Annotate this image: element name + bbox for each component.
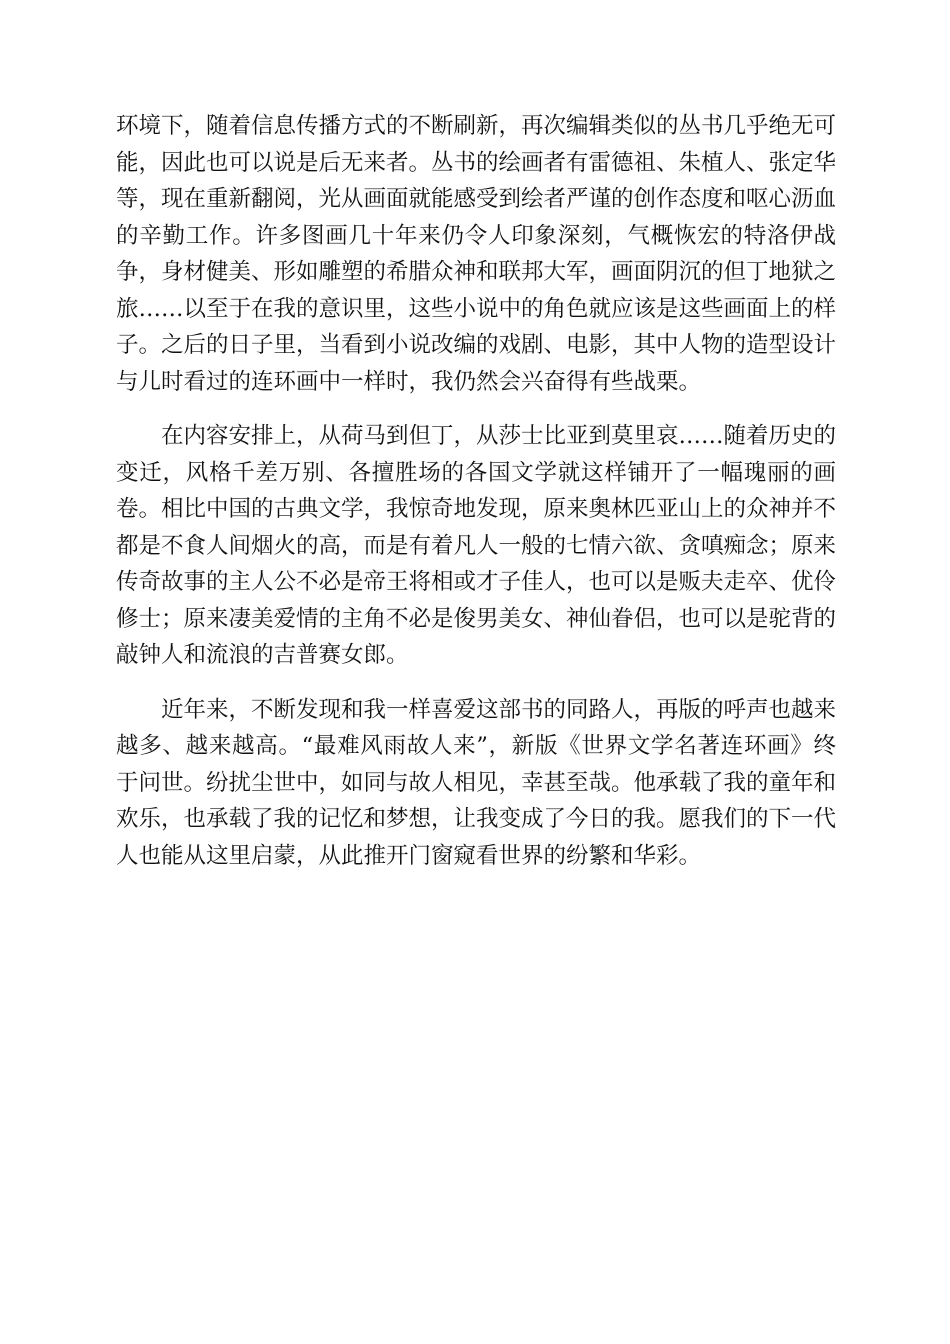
text-line: 环境下，随着信息传播方式的不断刷新，再次编辑类似的丛书几乎绝无可 — [116, 113, 837, 139]
text-line: 敲钟人和流浪的吉普赛女郎。 — [116, 642, 409, 668]
text-line: 与儿时看过的连环画中一样时，我仍然会兴奋得有些战栗。 — [116, 368, 702, 395]
text-line: 旅……以至于在我的意识里，这些小说中的角色就应该是这些画面上的样 — [116, 295, 837, 322]
paragraph-1 — [116, 108, 836, 400]
text-line: 等，现在重新翻阅，光从画面就能感受到绘者严谨的创作态度和呕心沥血 — [116, 186, 837, 212]
text-line: 欢乐，也承载了我的记忆和梦想，让我变成了今日的我。愿我们的下一代 — [116, 806, 837, 832]
text-line: 越多、越来越高。“最难风雨故人来”，新版《世界文学名著连环画》终 — [116, 733, 836, 759]
paragraph-spacer — [116, 400, 836, 418]
paragraph-2 — [116, 418, 836, 674]
text-line: 修士；原来凄美爱情的主角不必是俊男美女、神仙眷侣，也可以是驼背的 — [116, 605, 837, 632]
text-line: 于问世。纷扰尘世中，如同与故人相见，幸甚至哉。他承载了我的童年和 — [116, 769, 837, 796]
paragraph-spacer — [116, 674, 836, 692]
text-line: 争，身材健美、形如雕塑的希腊众神和联邦大军，画面阴沉的但丁地狱之 — [116, 259, 837, 285]
text-line: 传奇故事的主人公不必是帝王将相或才子佳人，也可以是贩夫走卒、优伶 — [116, 569, 837, 595]
text-line: 人也能从这里启蒙，从此推开门窗窥看世界的纷繁和华彩。 — [116, 842, 702, 869]
text-line: 子。之后的日子里，当看到小说改编的戏剧、电影，其中人物的造型设计 — [116, 332, 837, 358]
text-line: 的辛勤工作。许多图画几十年来仍令人印象深刻，气概恢宏的特洛伊战 — [116, 222, 836, 249]
text-line: 都是不食人间烟火的高，而是有着凡人一般的七情六欲、贪嗔痴念；原来 — [116, 532, 837, 559]
text-line: 变迁，风格千差万别、各擅胜场的各国文学就这样铺开了一幅瑰丽的画 — [116, 459, 836, 486]
paragraph-3 — [116, 692, 836, 875]
text-line: 近年来，不断发现和我一样喜爱这部书的同路人，再版的呼声也越来 — [161, 696, 837, 723]
text-line: 卷。相比中国的古典文学，我惊奇地发现，原来奥林匹亚山上的众神并不 — [116, 496, 837, 522]
body-text — [116, 108, 836, 874]
text-line: 能，因此也可以说是后无来者。丛书的绘画者有雷德祖、朱植人、张定华 — [116, 149, 837, 176]
text-line: 在内容安排上，从荷马到但丁，从莎士比亚到莫里哀……随着历史的 — [161, 423, 837, 449]
